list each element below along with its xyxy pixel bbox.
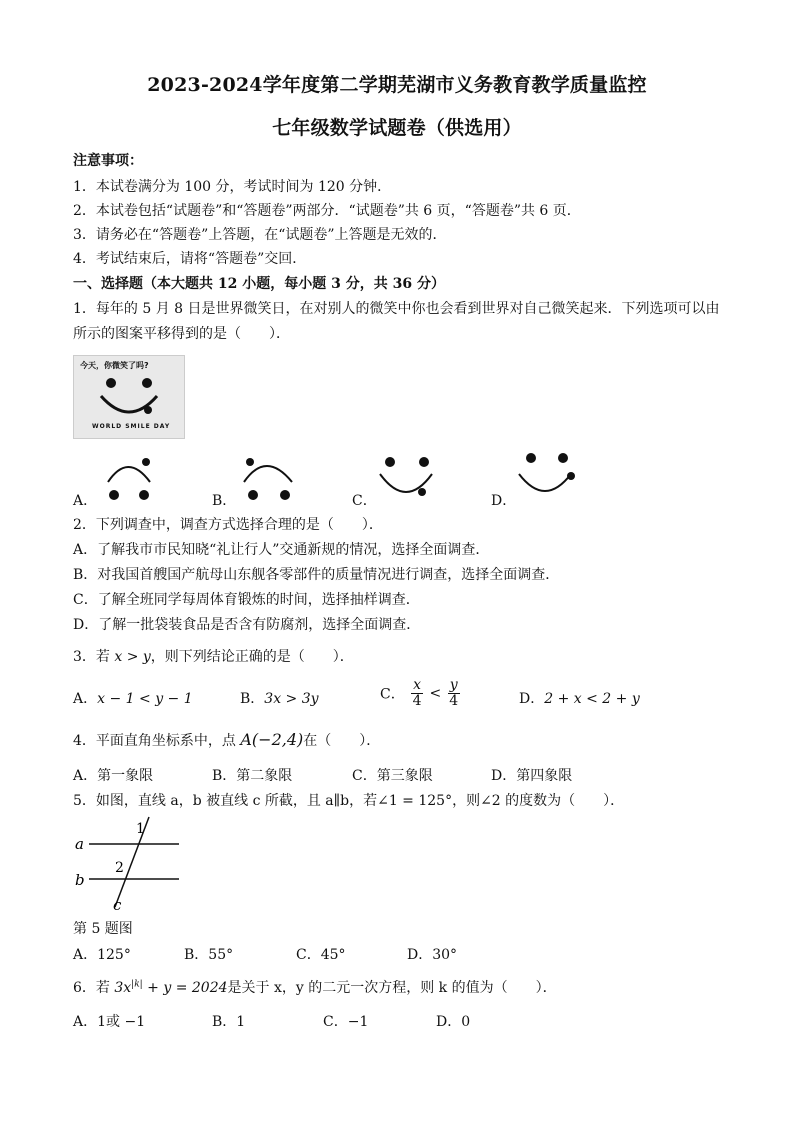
smile-image-caption-bottom: WORLD SMILE DAY	[92, 423, 171, 430]
q3-option-b-expr: 3x > 3y	[264, 691, 319, 707]
q5-option-b: B．55°	[184, 947, 234, 963]
q3-stem-math: x > y	[114, 649, 151, 665]
q3-option-d-expr: 2 + x < 2 + y	[544, 691, 640, 707]
q2-option-b: B．对我国首艘国产航母山东舰各零部件的质量情况进行调查，选择全面调查．	[73, 567, 560, 583]
q6-stem-prefix: 6．若	[73, 980, 115, 996]
q4-stem	[73, 730, 380, 750]
q6-option-a: A．1或 −1	[73, 1014, 146, 1030]
note-item: 1．本试卷满分为 100 分，考试时间为 120 分钟．	[73, 179, 392, 195]
q4-stem-math: A(−2,4)	[240, 730, 304, 749]
q5-figure-caption: 第 5 题图	[73, 921, 133, 937]
q4-option-b: B．第二象限	[212, 768, 293, 784]
q5-parallel-lines-figure	[73, 815, 188, 913]
q1-option-a-face-icon	[98, 452, 160, 502]
q6-option-d: D．0	[436, 1014, 471, 1030]
q2-option-c: C．了解全班同学每周体育锻炼的时间，选择抽样调查．	[73, 592, 420, 608]
section-heading: 一、选择题（本大题共 12 小题，每小题 3 分，共 36 分）	[73, 276, 445, 292]
notes-heading: 注意事项：	[73, 153, 143, 169]
q3-stem-suffix: ，则下列结论正确的是（ ）．	[150, 649, 354, 665]
q4-stem-suffix: 在（ ）．	[303, 733, 381, 749]
frac-numerator: y	[449, 677, 458, 693]
q6-stem-math-base: 3x	[114, 980, 132, 996]
frac-numerator: x	[413, 677, 422, 693]
q4-option-d: D．第四象限	[491, 768, 573, 784]
q5-angle-1-label: 1	[136, 821, 145, 837]
q3-option-d	[519, 688, 640, 708]
q5-label-c: c	[113, 896, 122, 913]
frac-denominator: 4	[449, 693, 459, 709]
q2-option-d: D．了解一批袋装食品是否含有防腐剂，选择全面调查．	[73, 617, 421, 633]
note-item: 3．请务必在“答题卷”上答题，在“试题卷”上答题是无效的．	[73, 227, 447, 243]
q4-option-c: C．第三象限	[352, 768, 433, 784]
q3-option-c-frac2	[448, 678, 460, 709]
smile-image-caption-top: 今天，你微笑了吗?	[80, 361, 149, 370]
q3-stem-prefix: 3．若	[73, 649, 115, 665]
q1-option-d-label: D．	[491, 493, 517, 509]
q3-option-a	[73, 688, 193, 708]
exam-title-line2: 七年级数学试题卷（供选用）	[272, 117, 522, 139]
q5-option-d: D．30°	[407, 947, 458, 963]
q2-stem: 2．下列调查中，调查方式选择合理的是（ ）．	[73, 517, 383, 533]
q6-stem	[73, 977, 557, 997]
q1-stem-line2: 所示的图案平移得到的是（ ）．	[73, 326, 290, 342]
exam-title-line1: 2023-2024学年度第二学期芜湖市义务教育教学质量监控	[147, 74, 647, 96]
q1-option-c-label: C．	[352, 493, 377, 509]
q6-stem-math-rest: + y = 2024	[142, 980, 228, 996]
note-item: 4．考试结束后，请将“答题卷”交回．	[73, 251, 307, 267]
q6-option-b: B．1	[212, 1014, 246, 1030]
q1-option-d-face-icon	[515, 448, 577, 500]
q3-option-a-label: A．	[73, 691, 98, 707]
q5-label-a: a	[75, 835, 84, 853]
frac-denominator: 4	[412, 693, 422, 709]
q3-option-c-op: <	[429, 685, 442, 702]
q6-stem-math-exp: |k|	[131, 979, 143, 990]
q1-option-a-label: A．	[73, 493, 98, 509]
q3-option-d-label: D．	[519, 691, 545, 707]
q3-option-b-label: B．	[240, 691, 265, 707]
q6-option-c: C．−1	[323, 1014, 369, 1030]
smile-day-image	[73, 355, 185, 439]
q5-label-b: b	[75, 871, 85, 889]
q1-stem-line1: 1．每年的 5 月 8 日是世界微笑日，在对别人的微笑中你也会看到世界对自己微笑起来．下列选项可以由	[73, 301, 720, 317]
q1-option-b-label: B．	[212, 493, 237, 509]
q3-option-c-frac1	[411, 678, 423, 709]
q5-stem: 5．如图，直线 a，b 被直线 c 所截，且 a∥b，若∠1 = 125°，则∠2 的度数为（ ）．	[73, 793, 625, 809]
q5-angle-2-label: 2	[115, 860, 124, 876]
q6-stem-suffix: 是关于 x，y 的二元一次方程，则 k 的值为（ ）．	[227, 980, 557, 996]
q5-option-a: A．125°	[73, 947, 131, 963]
q2-option-a: A．了解我市市民知晓“礼让行人”交通新规的情况，选择全面调查．	[73, 542, 490, 558]
q5-option-c: C．45°	[296, 947, 346, 963]
q3-option-c	[380, 678, 462, 709]
q1-option-c-face-icon	[376, 452, 438, 502]
q3-option-a-expr: x − 1 < y − 1	[97, 691, 193, 707]
q3-option-b	[240, 688, 319, 708]
note-item: 2．本试卷包括“试题卷”和“答题卷”两部分．“试题卷”共 6 页，“答题卷”共 6 页．	[73, 203, 581, 219]
q4-option-a: A．第一象限	[73, 768, 154, 784]
q4-stem-prefix: 4．平面直角坐标系中，点	[73, 733, 241, 749]
q3-option-c-label: C．	[380, 686, 405, 703]
q3-stem	[73, 646, 354, 666]
q1-option-b-face-icon	[236, 452, 298, 502]
